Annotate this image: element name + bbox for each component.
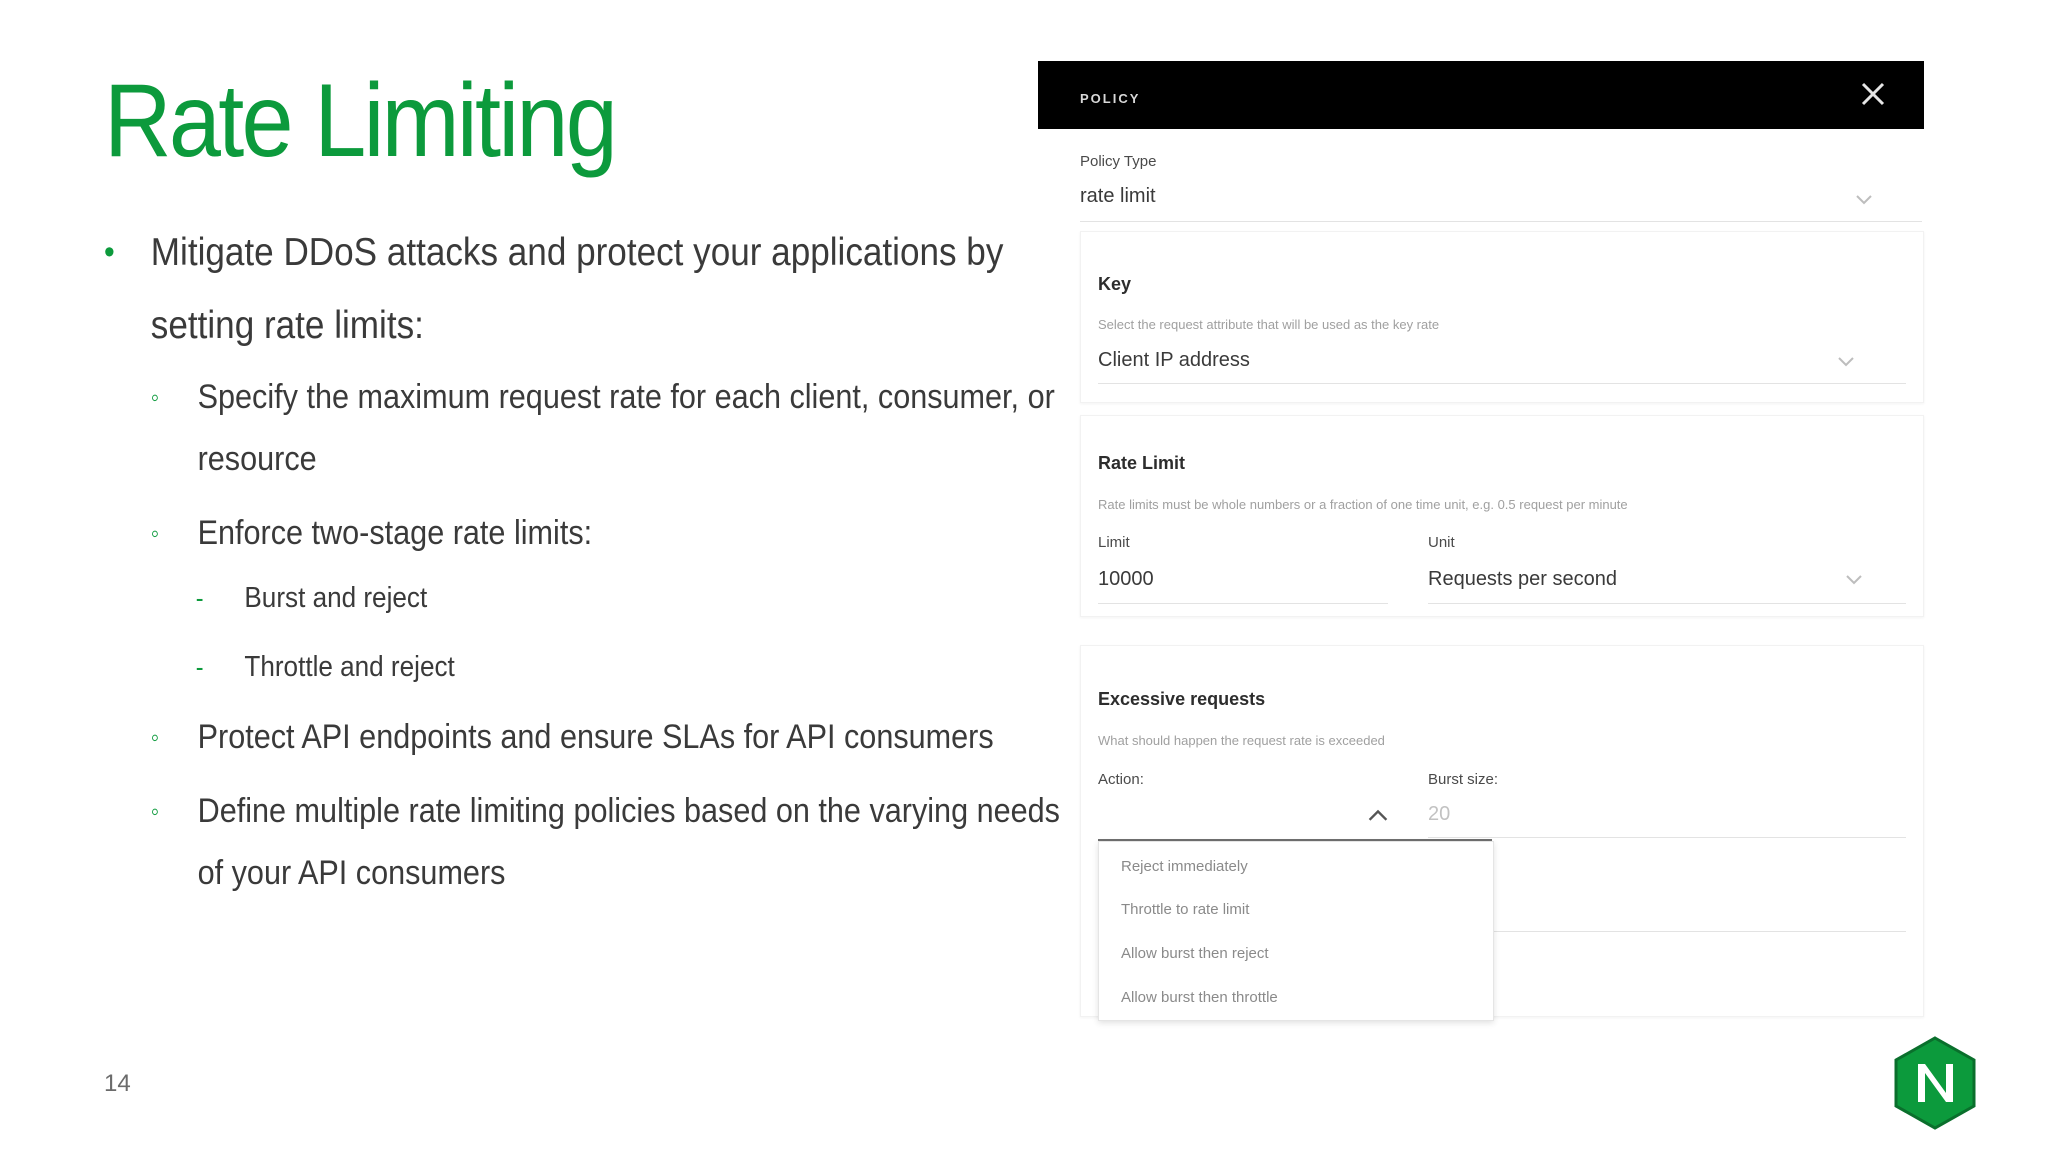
sub-sub-bullet — [104, 564, 1054, 633]
action-dropdown-menu — [1098, 841, 1494, 1021]
burst-size-input[interactable]: 20 — [1428, 803, 1451, 825]
key-underline — [1098, 383, 1906, 384]
chevron-down-icon[interactable] — [1856, 195, 1872, 205]
slide-title: Rate Limiting — [104, 63, 616, 179]
bullet-main — [104, 216, 1051, 362]
bullet-marker: • — [104, 233, 115, 271]
excessive-heading: Excessive requests — [1098, 689, 1266, 709]
bullet-text: Mitigate DDoS attacks and protect your applications by setting rate limits: — [150, 231, 1004, 347]
sub-bullet-text: Enforce two-stage rate limits: — [197, 514, 593, 552]
sub-bullet-text: Protect API endpoints and ensure SLAs for API consumers — [197, 718, 994, 756]
sub-bullet — [104, 366, 1080, 490]
dropdown-option[interactable]: Allow burst then throttle — [1121, 989, 1278, 1006]
sub-bullet-text: Define multiple rate limiting policies based on the varying needs of your API consumers — [197, 792, 1060, 892]
chevron-up-icon[interactable] — [1368, 809, 1388, 821]
limit-underline — [1098, 603, 1388, 604]
action-label: Action: — [1098, 771, 1144, 788]
rate-limit-heading: Rate Limit — [1098, 453, 1186, 473]
sub-sub-bullet — [104, 633, 1054, 702]
sub-bullet — [104, 706, 1080, 768]
dash-marker: - — [195, 652, 204, 682]
key-hint: Select the request attribute that will be used as the key rate — [1098, 317, 1440, 332]
nginx-logo-icon — [1894, 1036, 1976, 1130]
policy-type-underline — [1080, 221, 1922, 222]
burst-size-underline — [1428, 837, 1906, 838]
bullet-list — [104, 216, 1060, 904]
dropdown-option[interactable]: Allow burst then reject — [1121, 945, 1269, 962]
limit-label: Limit — [1098, 534, 1130, 551]
rate-limit-hint: Rate limits must be whole numbers or a fraction of one time unit, e.g. 0.5 request per minute — [1098, 497, 1628, 512]
chevron-down-icon[interactable] — [1838, 357, 1854, 367]
sub-sub-bullet-text: Throttle and reject — [244, 651, 455, 683]
unit-underline — [1428, 603, 1906, 604]
burst-size-label: Burst size: — [1428, 771, 1499, 788]
sub-bullet-marker: ◦ — [150, 796, 160, 826]
key-select[interactable]: Client IP address — [1098, 349, 1250, 371]
sub-bullet — [104, 502, 1080, 564]
dialog-header — [1038, 61, 1924, 129]
policy-dialog — [1038, 61, 1924, 1031]
sub-bullet-text: Specify the maximum request rate for each client, consumer, or resource — [197, 378, 1055, 478]
dash-marker: - — [195, 583, 204, 613]
sub-sub-bullet-text: Burst and reject — [244, 582, 428, 614]
unit-label: Unit — [1428, 534, 1455, 551]
page-number: 14 — [104, 1070, 131, 1097]
limit-input[interactable]: 10000 — [1098, 568, 1154, 590]
dropdown-option[interactable]: Reject immediately — [1121, 858, 1248, 875]
sub-bullet-marker: ◦ — [150, 518, 160, 548]
dialog-title: POLICY — [1080, 91, 1141, 106]
excessive-hint: What should happen the request rate is exceeded — [1098, 733, 1385, 748]
sub-bullet — [104, 780, 1080, 904]
close-icon[interactable] — [1860, 81, 1886, 107]
policy-type-label: Policy Type — [1080, 153, 1157, 170]
sub-bullet-marker: ◦ — [150, 722, 160, 752]
dropdown-option[interactable]: Throttle to rate limit — [1121, 901, 1250, 918]
unit-select[interactable]: Requests per second — [1428, 568, 1618, 590]
key-heading: Key — [1098, 274, 1132, 294]
policy-type-select[interactable]: rate limit — [1080, 185, 1156, 207]
sub-bullet-marker: ◦ — [150, 382, 160, 412]
chevron-down-icon[interactable] — [1846, 575, 1862, 585]
